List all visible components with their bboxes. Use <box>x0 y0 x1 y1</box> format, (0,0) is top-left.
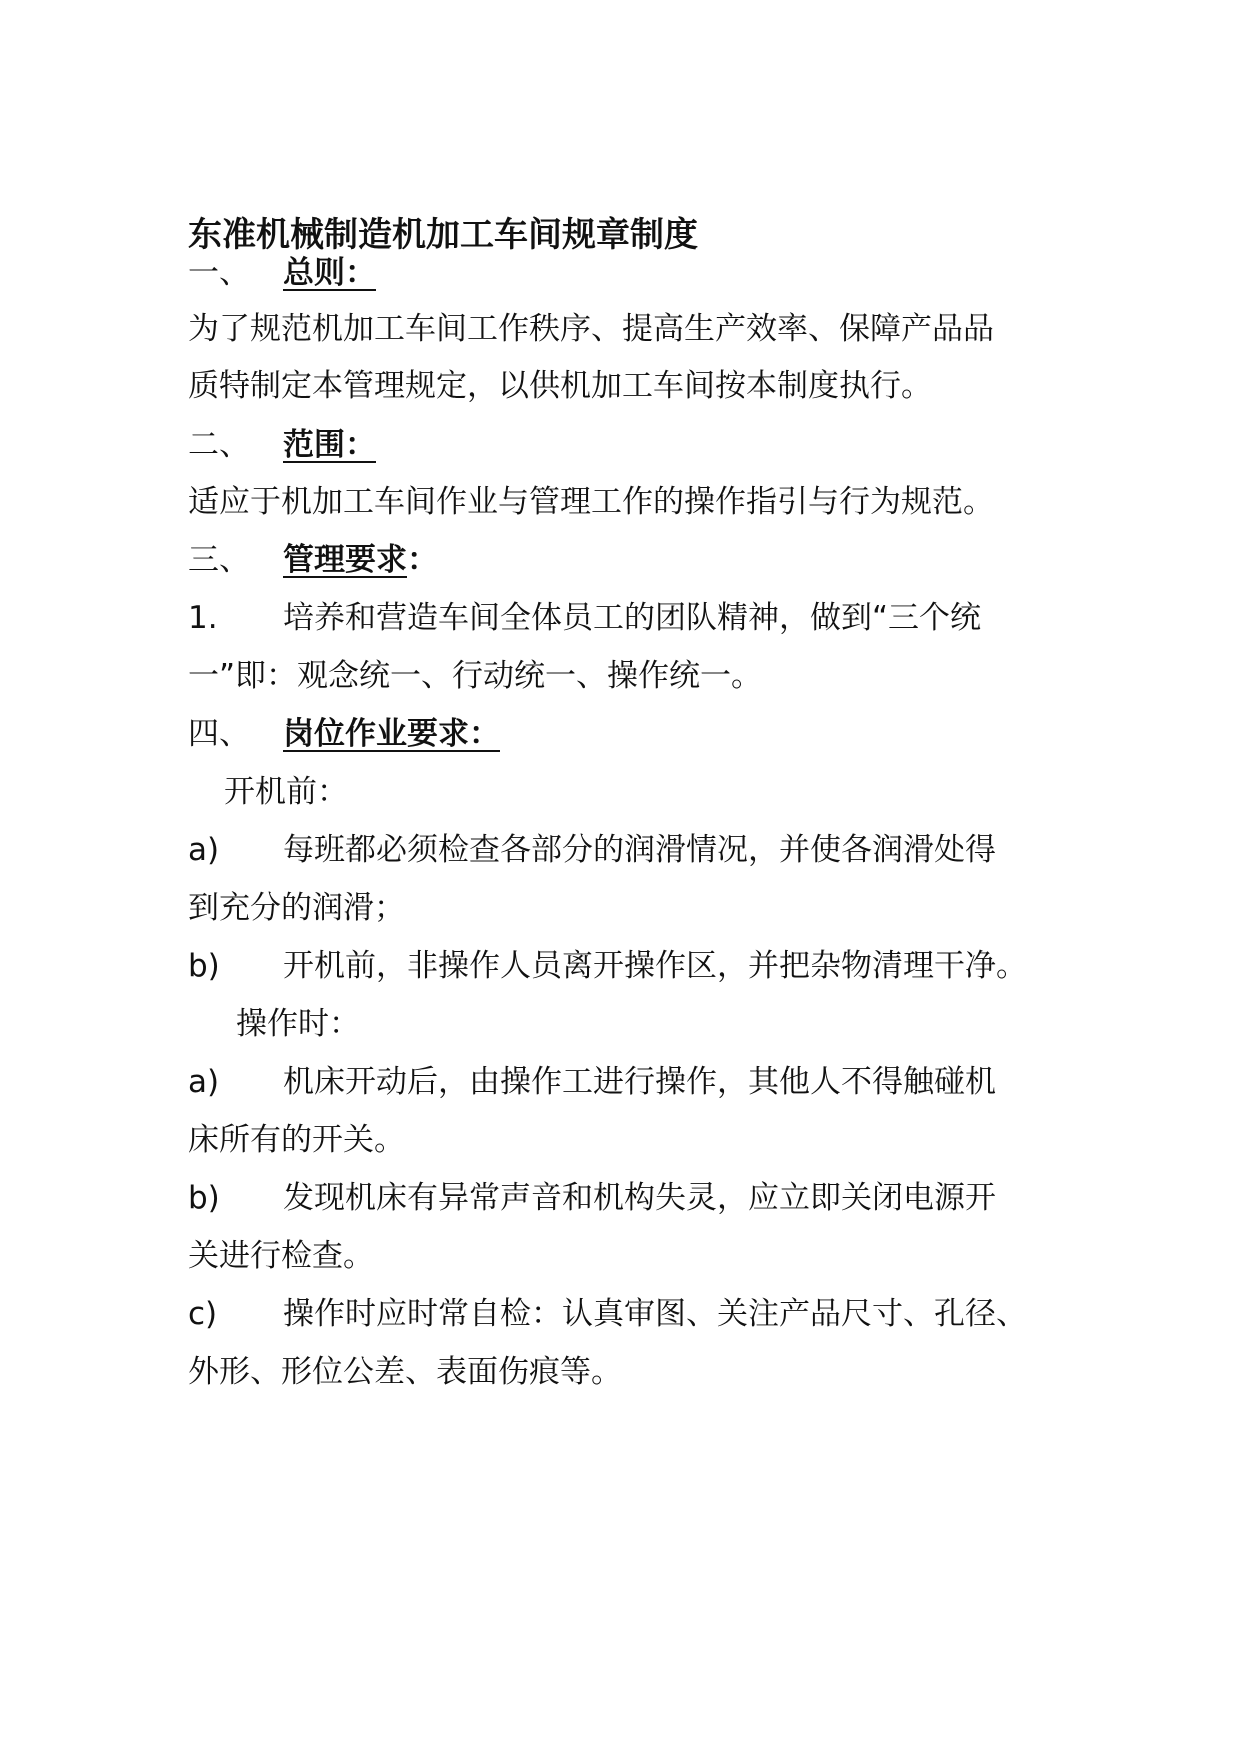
section-3-title-colon: ： <box>407 542 438 578</box>
during-operation-item-a-label: a) <box>188 1064 220 1100</box>
during-operation-item-a-line-2: 床所有的开关。 <box>188 1122 405 1158</box>
section-3-item-1-line-1: 培养和营造车间全体员工的团队精神，做到“三个统 <box>283 600 982 636</box>
section-3-title: 管理要求 <box>283 542 407 578</box>
section-3-item-1-number: 1. <box>188 600 218 636</box>
section-3-number: 三、 <box>188 542 250 578</box>
during-operation-item-c-line-2: 外形、形位公差、表面伤痕等。 <box>188 1354 622 1390</box>
section-2-paragraph: 适应于机加工车间作业与管理工作的操作指引与行为规范。 <box>188 484 994 520</box>
section-4-title: 岗位作业要求： <box>283 716 500 752</box>
before-start-item-a-line-1: 每班都必须检查各部分的润滑情况，并使各润滑处得 <box>283 832 996 868</box>
during-operation-item-b-line-1: 发现机床有异常声音和机构失灵，应立即关闭电源开 <box>283 1180 996 1216</box>
section-1-paragraph-line-2: 质特制定本管理规定，以供机加工车间按本制度执行。 <box>188 368 932 404</box>
section-3-item-1-line-2: 一”即：观念统一、行动统一、操作统一。 <box>188 658 763 694</box>
before-start-item-b-label: b) <box>188 948 220 984</box>
before-start-label: 开机前： <box>224 774 348 810</box>
during-operation-item-c-label: c) <box>188 1296 218 1332</box>
before-start-item-a-label: a) <box>188 832 220 868</box>
during-operation-item-b-label: b) <box>188 1180 220 1216</box>
section-2-title: 范围： <box>283 427 376 463</box>
section-4-number: 四、 <box>188 716 250 752</box>
document-title: 东准机械制造机加工车间规章制度 <box>188 215 698 255</box>
before-start-item-a-line-2: 到充分的润滑； <box>188 890 405 926</box>
during-operation-item-a-line-1: 机床开动后，由操作工进行操作，其他人不得触碰机 <box>283 1064 996 1100</box>
during-operation-item-b-line-2: 关进行检查。 <box>188 1238 374 1274</box>
section-2-number: 二、 <box>188 427 250 463</box>
during-operation-label: 操作时： <box>236 1006 360 1042</box>
before-start-item-b-line-1: 开机前，非操作人员离开操作区，并把杂物清理干净。 <box>283 948 1027 984</box>
section-1-paragraph-line-1: 为了规范机加工车间工作秩序、提高生产效率、保障产品品 <box>188 311 994 347</box>
section-1-number: 一、 <box>188 255 250 291</box>
section-3-title-wrap <box>283 539 438 581</box>
during-operation-item-c-line-1: 操作时应时常自检：认真审图、关注产品尺寸、孔径、 <box>283 1296 1027 1332</box>
section-1-title: 总则： <box>283 255 376 291</box>
